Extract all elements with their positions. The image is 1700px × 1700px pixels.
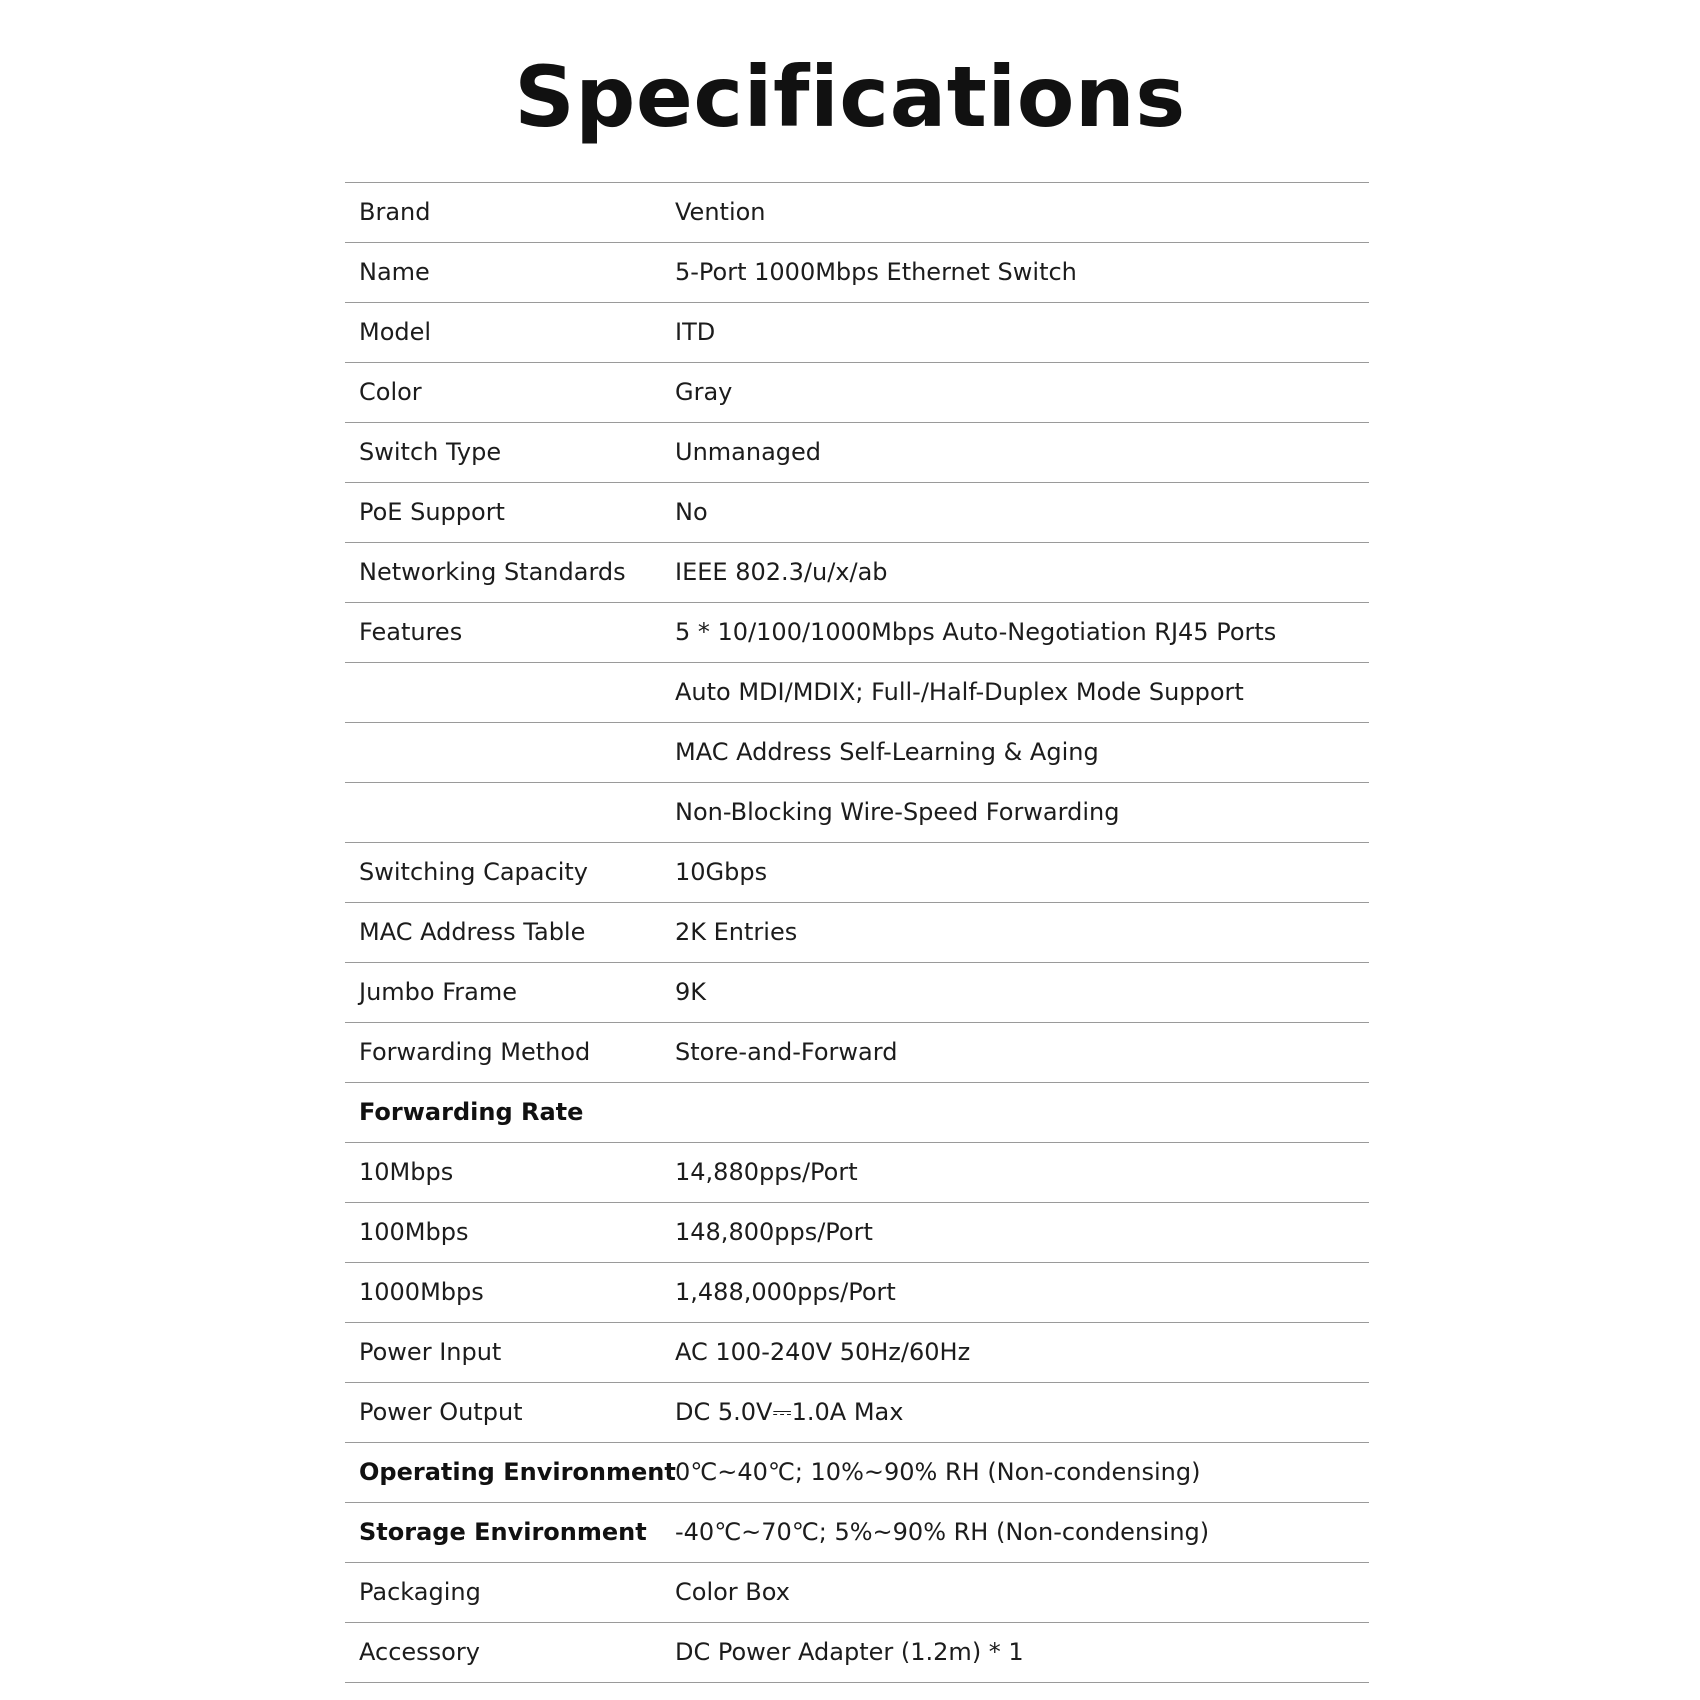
- spec-label: Switch Type: [359, 438, 502, 466]
- spec-row: [345, 1323, 1369, 1383]
- spec-row: [345, 1263, 1369, 1323]
- spec-row: [345, 963, 1369, 1023]
- spec-label: 1000Mbps: [359, 1278, 484, 1306]
- spec-label: Forwarding Rate: [359, 1098, 584, 1126]
- spec-value: -40℃~70℃; 5%~90% RH (Non-condensing): [675, 1518, 1210, 1546]
- spec-value: Vention: [675, 198, 766, 226]
- spec-value: DC Power Adapter (1.2m) * 1: [675, 1638, 1024, 1666]
- spec-label: Operating Environment: [359, 1458, 676, 1486]
- spec-row: [345, 1623, 1369, 1683]
- spec-label: Power Input: [359, 1338, 502, 1366]
- spec-row: [345, 243, 1369, 303]
- spec-value: MAC Address Self-Learning & Aging: [675, 738, 1099, 766]
- spec-value: 10Gbps: [675, 858, 768, 886]
- spec-value: Gray: [675, 378, 733, 406]
- spec-label: 100Mbps: [359, 1218, 469, 1246]
- spec-row: [345, 543, 1369, 603]
- spec-value: 2K Entries: [675, 918, 798, 946]
- spec-label: Storage Environment: [359, 1518, 647, 1546]
- spec-row: [345, 423, 1369, 483]
- spec-table: [345, 182, 1369, 1683]
- spec-row: [345, 1503, 1369, 1563]
- spec-row: [345, 723, 1369, 783]
- spec-label: Packaging: [359, 1578, 481, 1606]
- spec-label: Power Output: [359, 1398, 523, 1426]
- spec-label: Jumbo Frame: [359, 978, 517, 1006]
- page-title: Specifications: [514, 48, 1186, 146]
- spec-value: 0℃~40℃; 10%~90% RH (Non-condensing): [675, 1458, 1201, 1486]
- spec-value: Color Box: [675, 1578, 790, 1606]
- spec-value: AC 100-240V 50Hz/60Hz: [675, 1338, 971, 1366]
- spec-label: Model: [359, 318, 432, 346]
- spec-row: [345, 1023, 1369, 1083]
- spec-row: [345, 183, 1369, 243]
- spec-row: [345, 483, 1369, 543]
- spec-value: No: [675, 498, 708, 526]
- spec-value: ITD: [675, 318, 716, 346]
- spec-value: 5 * 10/100/1000Mbps Auto-Negotiation RJ45 Ports: [675, 618, 1277, 646]
- spec-value: IEEE 802.3/u/x/ab: [675, 558, 888, 586]
- spec-label: MAC Address Table: [359, 918, 586, 946]
- spec-row: [345, 1443, 1369, 1503]
- spec-label: PoE Support: [359, 498, 505, 526]
- spec-value: 9K: [675, 978, 707, 1006]
- spec-value: 148,800pps/Port: [675, 1218, 873, 1246]
- spec-value: 1,488,000pps/Port: [675, 1278, 896, 1306]
- spec-row: [345, 303, 1369, 363]
- spec-row: [345, 1083, 1369, 1143]
- spec-row: [345, 363, 1369, 423]
- spec-label: Accessory: [359, 1638, 480, 1666]
- spec-value: Non-Blocking Wire-Speed Forwarding: [675, 798, 1120, 826]
- spec-value: Store-and-Forward: [675, 1038, 898, 1066]
- spec-label: Brand: [359, 198, 431, 226]
- spec-row: [345, 843, 1369, 903]
- spec-row: [345, 783, 1369, 843]
- spec-value: Unmanaged: [675, 438, 822, 466]
- spec-label: Name: [359, 258, 430, 286]
- spec-label: 10Mbps: [359, 1158, 454, 1186]
- spec-value: DC 5.0V⎓1.0A Max: [675, 1398, 904, 1426]
- spec-label: Color: [359, 378, 422, 406]
- spec-value: Auto MDI/MDIX; Full-/Half-Duplex Mode Support: [675, 678, 1244, 706]
- spec-value: 14,880pps/Port: [675, 1158, 858, 1186]
- spec-row: [345, 1563, 1369, 1623]
- spec-value: 5-Port 1000Mbps Ethernet Switch: [675, 258, 1077, 286]
- spec-label: Features: [359, 618, 463, 646]
- spec-row: [345, 663, 1369, 723]
- spec-label: Forwarding Method: [359, 1038, 591, 1066]
- spec-label: Networking Standards: [359, 558, 626, 586]
- spec-row: [345, 1383, 1369, 1443]
- spec-row: [345, 903, 1369, 963]
- spec-row: [345, 1203, 1369, 1263]
- spec-row: [345, 1143, 1369, 1203]
- spec-label: Switching Capacity: [359, 858, 588, 886]
- spec-row: [345, 603, 1369, 663]
